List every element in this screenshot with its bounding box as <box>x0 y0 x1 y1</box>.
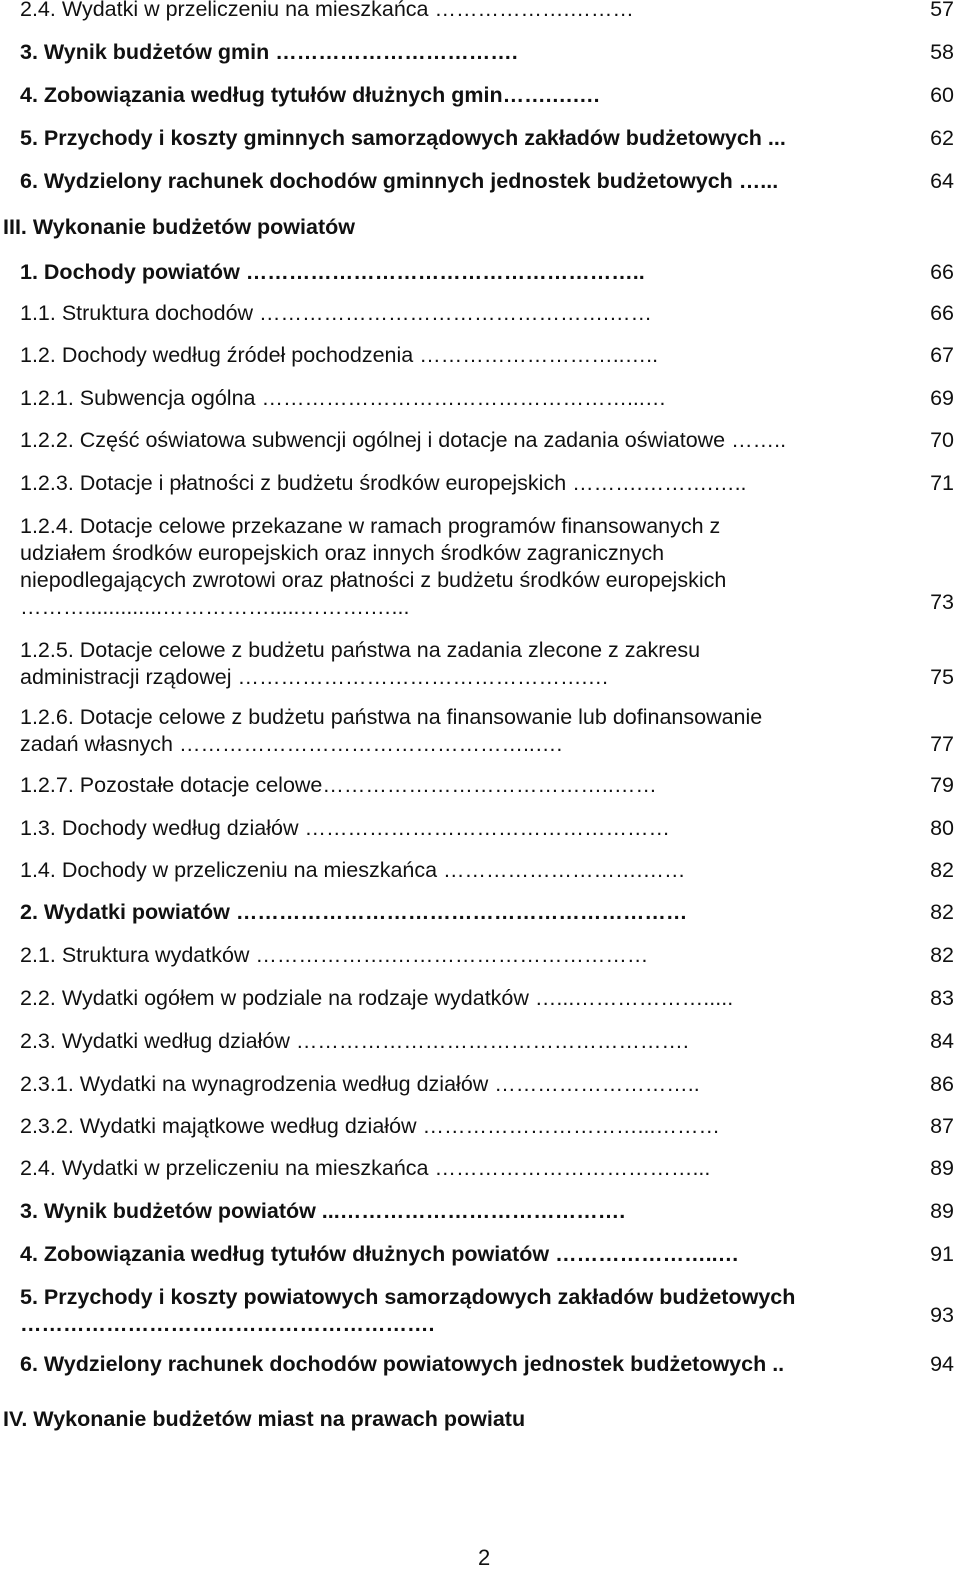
toc-entry-page: 77 <box>930 732 954 756</box>
toc-entry-page: 66 <box>930 301 954 325</box>
toc-entry-title: 1.2.6. Dotacje celowe z budżetu państwa na finansowanie lub dofinansowanie zadań własnych …………………………………………..…. <box>20 705 763 756</box>
toc-entry-title: 5. Przychody i koszty gminnych samorządowych zakładów budżetowych ... <box>20 126 786 150</box>
toc-entry-title: 2.1. Struktura wydatków ……………….……………………………… <box>20 943 649 967</box>
toc-entry-title: 1.2.3. Dotacje i płatności z budżetu środków europejskich ……….……….….. <box>20 471 747 495</box>
toc-entry-page: 86 <box>930 1072 954 1096</box>
toc-entry-title: III. Wykonanie budżetów powiatów <box>3 215 355 239</box>
toc-entry-page: 79 <box>930 773 954 797</box>
toc-entry-title: 1. Dochody powiatów ……………………………………………….. <box>20 260 645 284</box>
toc-entry-title: 1.2.5. Dotacje celowe z budżetu państwa na zadania zlecone z zakresu administracji rządowej ………………………………………….… <box>20 638 701 689</box>
toc-entry-page: 67 <box>930 343 954 367</box>
toc-entry-page: 69 <box>930 386 954 410</box>
toc-entry-page: 64 <box>930 169 954 193</box>
toc-entry-title: 1.2.4. Dotacje celowe przekazane w ramach programów finansowanych z udziałem środków europejskich oraz innych środków zagranicznych niepodlegających zwrotowi oraz płatności z budżetu środków europejskich ……….............…………….....……….…... <box>20 514 727 619</box>
toc-entry-title: 2. Wydatki powiatów ……………………………………………………… <box>20 900 688 924</box>
toc-entry-page: 89 <box>930 1156 954 1180</box>
toc-entry-title: 1.3. Dochody według działów …………………………………………… <box>20 816 670 840</box>
toc-entry-title: 1.1. Struktura dochodów ………………………………………….…… <box>20 301 653 325</box>
toc-entry-page: 84 <box>930 1029 954 1053</box>
toc-entry-title: 2.3.2. Wydatki majątkowe według działów …………………………...……… <box>20 1114 720 1138</box>
toc-entry-page: 75 <box>930 665 954 689</box>
toc-entry-page: 91 <box>930 1242 954 1266</box>
toc-entry-title: 5. Przychody i koszty powiatowych samorządowych zakładów budżetowych …………………………………………………. <box>20 1285 796 1336</box>
toc-entry-title: 1.2.2. Część oświatowa subwencji ogólnej i dotacje na zadania oświatowe …….. <box>20 428 787 452</box>
toc-entry-title: 2.4. Wydatki w przeliczeniu na mieszkańca ………………………………... <box>20 1156 711 1180</box>
toc-entry <box>0 513 960 623</box>
toc-entry-title: 3. Wynik budżetów gmin ……………………………. <box>20 40 518 64</box>
toc-entry-title: 1.2.7. Pozostałe dotacje celowe…………………………………..…… <box>20 773 657 797</box>
toc-entry <box>0 704 960 760</box>
toc-entry-title: 1.4. Dochody w przeliczeniu na mieszkańca ……………………….…… <box>20 858 686 882</box>
toc-entry-page: 80 <box>930 816 954 840</box>
toc-entry-page: 60 <box>930 83 954 107</box>
toc-entry-page: 87 <box>930 1114 954 1138</box>
toc-entry-page: 73 <box>930 590 954 614</box>
toc-entry-title: 2.3.1. Wydatki na wynagrodzenia według działów ……………………….. <box>20 1072 700 1096</box>
toc-entry <box>0 1284 960 1340</box>
toc-entry-title: 6. Wydzielony rachunek dochodów powiatowych jednostek budżetowych .. <box>20 1352 785 1376</box>
toc-entry-title: 1.2. Dochody według źródeł pochodzenia ………………………..….. <box>20 343 659 367</box>
toc-entry-page: 82 <box>930 900 954 924</box>
toc-entry-title: 4. Zobowiązania według tytułów dłużnych gmin…….….… <box>20 83 601 107</box>
page-number: 2 <box>478 1545 491 1570</box>
toc-entry-page: 82 <box>930 943 954 967</box>
toc-entry-page: 70 <box>930 428 954 452</box>
toc-entry-title: 2.2. Wydatki ogółem w podziale na rodzaje wydatków …...………………..... <box>20 986 734 1010</box>
toc-entry-title: 6. Wydzielony rachunek dochodów gminnych jednostek budżetowych …... <box>20 169 779 193</box>
toc-entry-page: 89 <box>930 1199 954 1223</box>
toc-entry-page: 93 <box>930 1303 954 1327</box>
toc-entry-page: 94 <box>930 1352 954 1376</box>
toc-entry-page: 71 <box>930 471 954 495</box>
toc-entry-title: 4. Zobowiązania według tytułów dłużnych powiatów …………………..… <box>20 1242 740 1266</box>
toc-entry-title: 2.4. Wydatki w przeliczeniu na mieszkańca ……………….……… <box>20 0 634 21</box>
toc-entry-page: 57 <box>930 0 954 21</box>
toc-entry-title: 1.2.1. Subwencja ogólna ……………………………………………...… <box>20 386 667 410</box>
toc-entry-title: IV. Wykonanie budżetów miast na prawach powiatu <box>3 1407 526 1431</box>
toc-entry-title: 3. Wynik budżetów powiatów ...…………………………………. <box>20 1199 626 1223</box>
toc-entry-page: 58 <box>930 40 954 64</box>
toc-entry-page: 62 <box>930 126 954 150</box>
toc-entry-page: 82 <box>930 858 954 882</box>
toc-entry-page: 83 <box>930 986 954 1010</box>
toc-entry-title: 2.3. Wydatki według działów ………………………………………………. <box>20 1029 689 1053</box>
toc-entry-page: 66 <box>930 260 954 284</box>
toc-entry <box>0 637 960 693</box>
